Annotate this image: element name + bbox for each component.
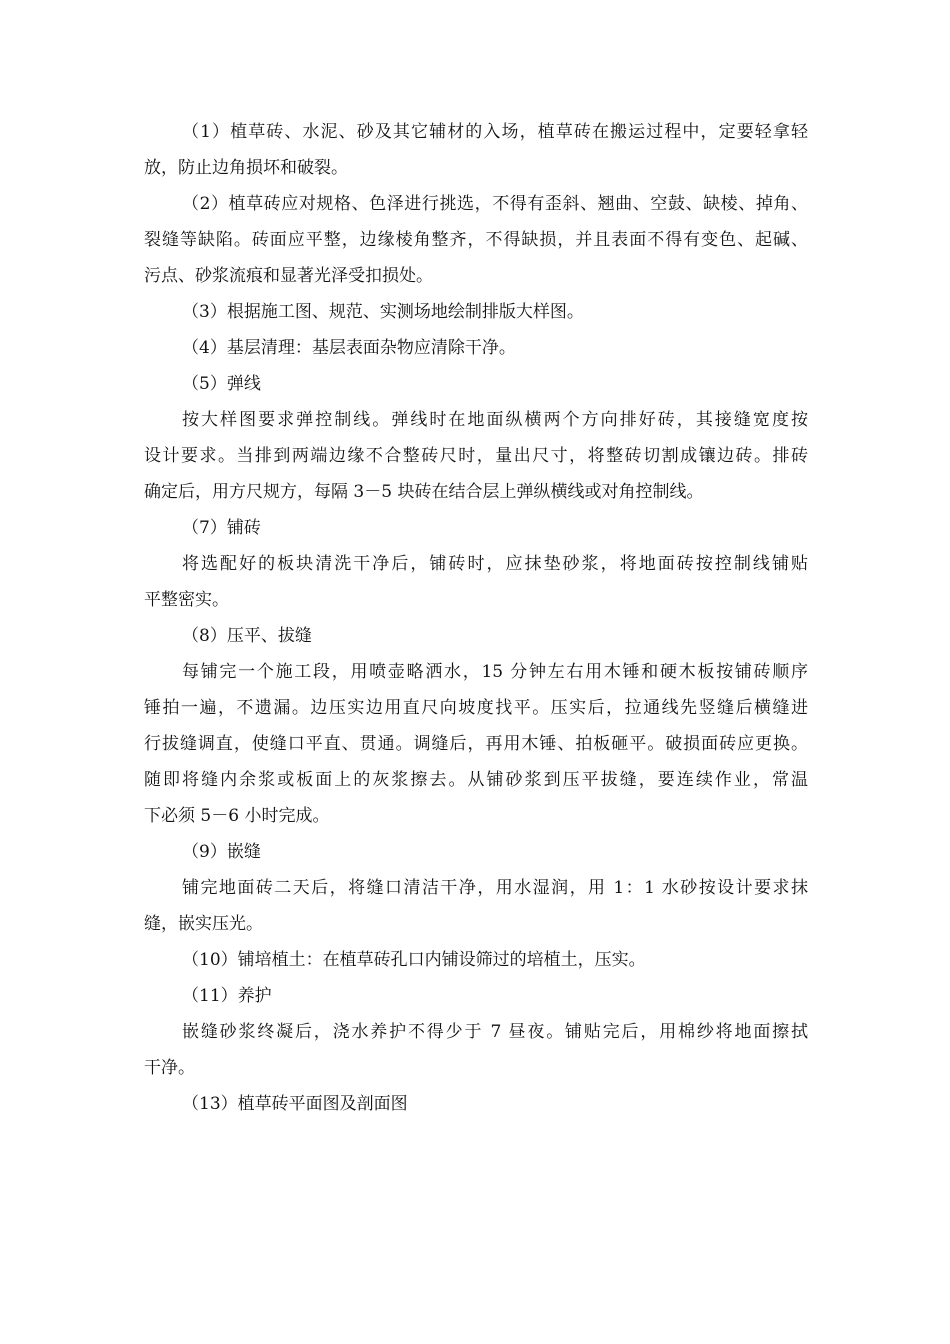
paragraph-10: （10）铺培植土：在植草砖孔口内铺设筛过的培植土，压实。 <box>182 950 646 970</box>
paragraph-7-line-1: 将选配好的板块清洗干净后，铺砖时，应抹垫砂浆，将地面砖按控制线铺贴 <box>182 554 808 574</box>
heading-9: （9）嵌缝 <box>182 842 261 862</box>
paragraph-8-line-1: 每铺完一个施工段，用喷壶略洒水，15 分钟左右用木锤和硬木板按铺砖顺序 <box>182 662 808 682</box>
paragraph-4: （4）基层清理：基层表面杂物应清除干净。 <box>182 338 516 358</box>
paragraph-8-line-3: 行拔缝调直，使缝口平直、贯通。调缝后，再用木锤、拍板砸平。破损面砖应更换。 <box>144 734 808 754</box>
paragraph-5-line-1: 按大样图要求弹控制线。弹线时在地面纵横两个方向排好砖，其接缝宽度按 <box>182 410 808 430</box>
heading-11: （11）养护 <box>182 986 272 1006</box>
paragraph-8-line-4: 随即将缝内余浆或板面上的灰浆擦去。从铺砂浆到压平拔缝，要连续作业，常温 <box>144 770 808 790</box>
heading-13: （13）植草砖平面图及剖面图 <box>182 1094 408 1114</box>
paragraph-5-line-2: 设计要求。当排到两端边缘不合整砖尺时，量出尺寸，将整砖切割成镶边砖。排砖 <box>144 446 808 466</box>
paragraph-1-line-1: （1）植草砖、水泥、砂及其它辅材的入场，植草砖在搬运过程中，定要轻拿轻 <box>182 122 808 142</box>
paragraph-11-line-2: 干净。 <box>144 1058 195 1078</box>
paragraph-9-line-1: 铺完地面砖二天后，将缝口清洁干净，用水湿润，用 1：1 水砂按设计要求抹 <box>182 878 808 898</box>
paragraph-8-line-5: 下必须 5－6 小时完成。 <box>144 806 330 826</box>
paragraph-9-line-2: 缝，嵌实压光。 <box>144 914 263 934</box>
paragraph-1-line-2: 放，防止边角损坏和破裂。 <box>144 158 348 178</box>
paragraph-7-line-2: 平整密实。 <box>144 590 229 610</box>
paragraph-2-line-3: 污点、砂浆流痕和显著光泽受扣损处。 <box>144 266 433 286</box>
heading-7: （7）铺砖 <box>182 518 261 538</box>
paragraph-8-line-2: 锤拍一遍，不遗漏。边压实边用直尺向坡度找平。压实后，拉通线先竖缝后横缝进 <box>144 698 808 718</box>
paragraph-2-line-2: 裂缝等缺陷。砖面应平整，边缘棱角整齐，不得缺损，并且表面不得有变色、起碱、 <box>144 230 808 250</box>
paragraph-11-line-1: 嵌缝砂浆终凝后，浇水养护不得少于 7 昼夜。铺贴完后，用棉纱将地面擦拭 <box>182 1022 808 1042</box>
heading-8: （8）压平、拔缝 <box>182 626 312 646</box>
paragraph-2-line-1: （2）植草砖应对规格、色泽进行挑选，不得有歪斜、翘曲、空鼓、缺棱、掉角、 <box>182 194 808 214</box>
paragraph-5-line-3: 确定后，用方尺规方，每隔 3－5 块砖在结合层上弹纵横线或对角控制线。 <box>144 482 704 502</box>
heading-5: （5）弹线 <box>182 374 261 394</box>
paragraph-3: （3）根据施工图、规范、实测场地绘制排版大样图。 <box>182 302 584 322</box>
